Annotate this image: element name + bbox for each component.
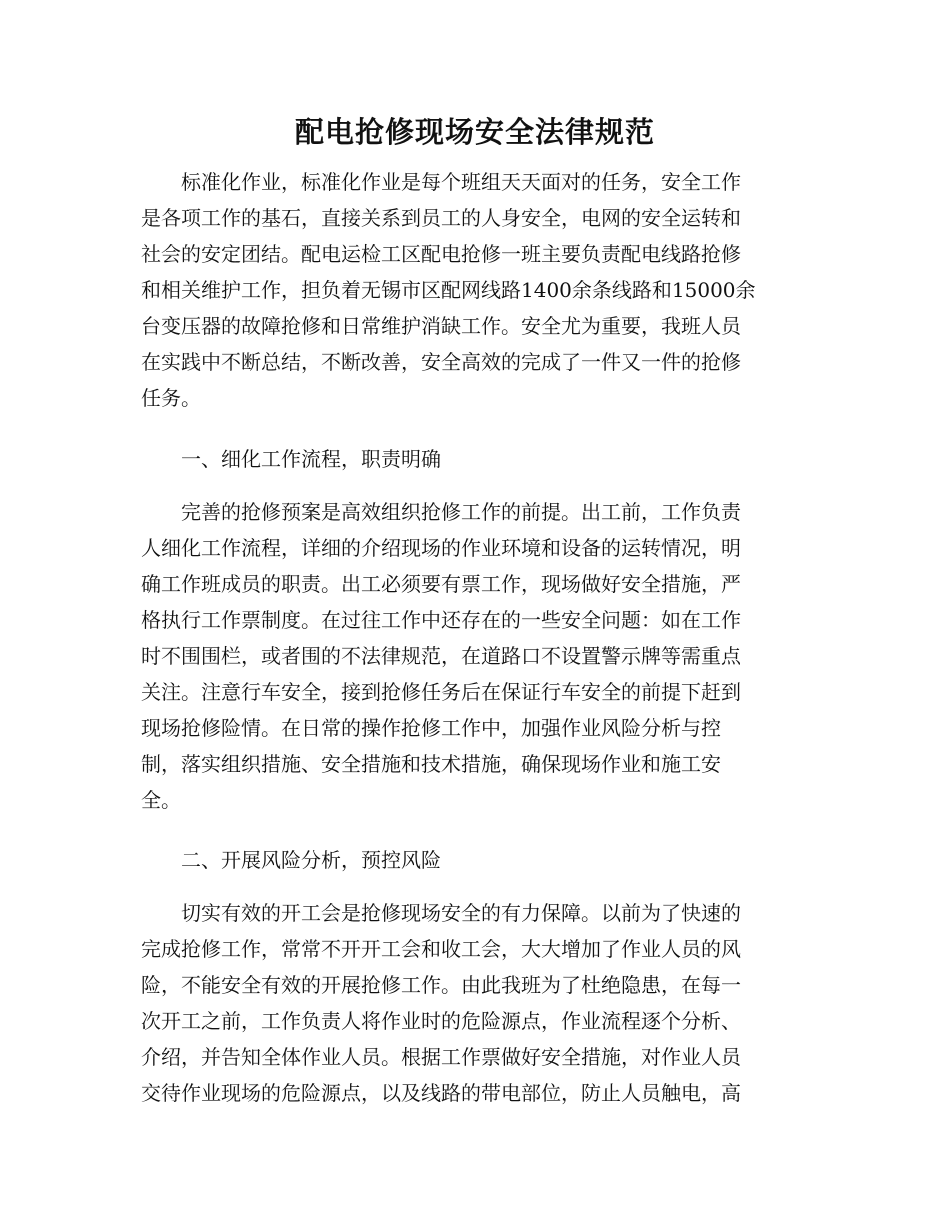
text-line: 完成抢修工作，常常不开开工会和收工会，大大增加了作业人员的风 bbox=[141, 937, 741, 961]
text-line: 台变压器的故障抢修和日常维护消缺工作。安全尤为重要，我班人员 bbox=[141, 314, 741, 338]
text-line: 险，不能安全有效的开展抢修工作。由此我班为了杜绝隐患，在每一 bbox=[141, 973, 741, 997]
page-title: 配电抢修现场安全法律规范 bbox=[294, 115, 655, 149]
text-line: 制，落实组织措施、安全措施和技术措施，确保现场作业和施工安 bbox=[141, 752, 721, 776]
text-line: 介绍，并告知全体作业人员。根据工作票做好安全措施，对作业人员 bbox=[141, 1045, 741, 1069]
text-line: 交待作业现场的危险源点，以及线路的带电部位，防止人员触电，高 bbox=[141, 1081, 741, 1105]
text-line: 切实有效的开工会是抢修现场安全的有力保障。以前为了快速的 bbox=[141, 901, 741, 925]
text-line: 现场抢修险情。在日常的操作抢修工作中，加强作业风险分析与控 bbox=[141, 716, 721, 740]
text-line: 确工作班成员的职责。出工必须要有票工作，现场做好安全措施，严 bbox=[141, 572, 741, 596]
text-line: 全。 bbox=[141, 788, 181, 812]
text-line: 在实践中不断总结，不断改善，安全高效的完成了一件又一件的抢修 bbox=[141, 350, 741, 374]
text-line: 人细化工作流程，详细的介绍现场的作业环境和设备的运转情况，明 bbox=[141, 536, 741, 560]
text-line: 时不围围栏，或者围的不法律规范，在道路口不设置警示牌等需重点 bbox=[141, 644, 741, 668]
text-line: 社会的安定团结。配电运检工区配电抢修一班主要负责配电线路抢修 bbox=[141, 242, 741, 266]
text-line: 任务。 bbox=[141, 386, 201, 410]
text-line: 是各项工作的基石，直接关系到员工的人身安全，电网的安全运转和 bbox=[141, 206, 741, 230]
text-line: 格执行工作票制度。在过往工作中还存在的一些安全问题：如在工作 bbox=[141, 608, 741, 632]
text-line: 次开工之前，工作负责人将作业时的危险源点，作业流程逐个分析、 bbox=[141, 1009, 741, 1033]
text-line: 关注。注意行车安全，接到抢修任务后在保证行车安全的前提下赶到 bbox=[141, 680, 741, 704]
text-line: 和相关维护工作，担负着无锡市区配网线路1400余条线路和15000余 bbox=[141, 278, 756, 302]
text-line: 标准化作业，标准化作业是每个班组天天面对的任务，安全工作 bbox=[141, 170, 741, 194]
section-heading: 二、开展风险分析，预控风险 bbox=[141, 848, 441, 872]
text-line: 完善的抢修预案是高效组织抢修工作的前提。出工前，工作负责 bbox=[141, 500, 741, 524]
section-heading: 一、细化工作流程，职责明确 bbox=[141, 447, 441, 471]
